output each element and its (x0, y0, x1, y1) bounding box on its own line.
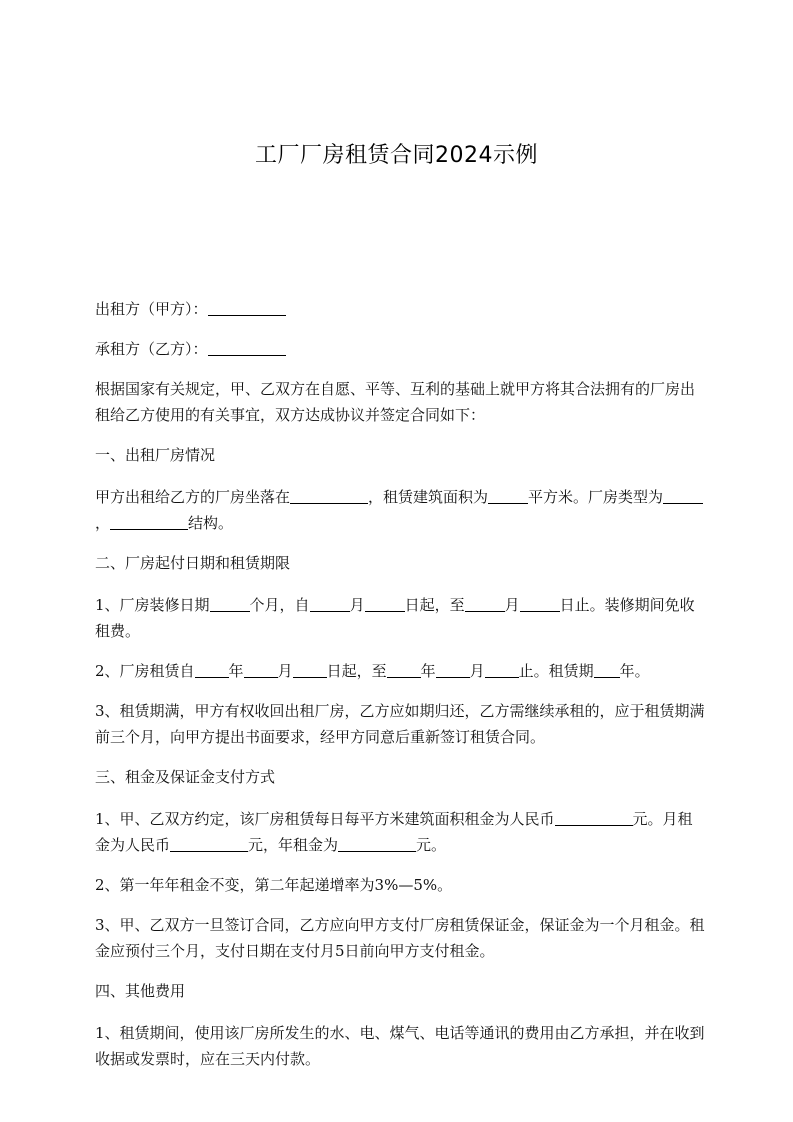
text-run: 年 (228, 662, 244, 680)
section2-item2 (95, 658, 707, 684)
text-run: 个月，自 (249, 596, 310, 614)
structure-blank (110, 513, 188, 530)
text-run: 1、甲、乙双方约定，该厂房租赁每日每平方米建筑面积租金为人民币 (95, 810, 555, 828)
section4-item1: 1、租赁期间，使用该厂房所发生的水、电、煤气、电话等通讯的费用由乙方承担，并在收到收据或发票时，应在三天内付款。 (95, 1024, 705, 1068)
text-run: 日起，至 (404, 596, 465, 614)
daily-rent-blank (555, 809, 633, 826)
text-run: 止。租赁期 (518, 662, 594, 680)
lessee-line (95, 336, 707, 362)
section3-heading: 三、租金及保证金支付方式 (95, 768, 276, 786)
lessee-blank (208, 339, 286, 356)
location-blank (290, 487, 368, 504)
text-run: 结构。 (188, 514, 234, 532)
text-run: 月 (277, 662, 293, 680)
term-years-blank (594, 661, 620, 678)
section4-heading: 四、其他费用 (95, 982, 186, 1000)
text-run: 平方米。厂房类型为 (528, 488, 664, 506)
type-blank (663, 487, 703, 504)
section1-heading: 一、出租厂房情况 (95, 446, 216, 464)
section3-item1 (95, 806, 707, 858)
section3-item3: 3、甲、乙双方一旦签订合同，乙方应向甲方支付厂房租赁保证金，保证金为一个月租金。租金应预付三个月，支付日期在支付月5日前向甲方支付租金。 (95, 916, 705, 960)
section2-heading: 二、厂房起付日期和租赁期限 (95, 554, 291, 572)
area-blank (488, 487, 528, 504)
document-title: 工厂厂房租赁合同2024示例 (255, 143, 538, 168)
document-body (95, 296, 707, 1086)
text-run: 月 (469, 662, 485, 680)
text-run: 元。 (416, 836, 447, 854)
text-run: 日起，至 (326, 662, 387, 680)
blank (465, 595, 505, 612)
text-run: 月 (504, 596, 520, 614)
text-run: 月 (349, 596, 365, 614)
monthly-rent-blank (170, 835, 248, 852)
blank (195, 661, 229, 678)
section2-item1 (95, 592, 707, 644)
text-run: 2、厂房租赁自 (95, 662, 195, 680)
section2-item3: 3、租赁期满，甲方有权收回出租厂房，乙方应如期归还，乙方需继续承租的，应于租赁期满前三个月，向甲方提出书面要求，经甲方同意后重新签订租赁合同。 (95, 702, 705, 746)
blank (387, 661, 421, 678)
text-run: 元。月租金为人民币 (95, 810, 693, 854)
text-run: 甲方出租给乙方的厂房坐落在 (95, 488, 291, 506)
blank (485, 661, 519, 678)
lessee-label: 承租方（乙方）： (95, 340, 208, 358)
text-run: ，租赁建筑面积为 (368, 488, 489, 506)
blank (520, 595, 560, 612)
blank (365, 595, 405, 612)
text-run: 日止。装修期间免收租费。 (95, 596, 695, 640)
text-run: 年。 (619, 662, 650, 680)
blank (436, 661, 470, 678)
blank (293, 661, 327, 678)
blank (310, 595, 350, 612)
section1-paragraph (95, 484, 707, 536)
text-run: 元，年租金为 (248, 836, 339, 854)
lessor-blank (208, 299, 286, 316)
text-run: 年 (420, 662, 436, 680)
text-run: ， (95, 514, 111, 532)
blank (244, 661, 278, 678)
preamble-paragraph: 根据国家有关规定，甲、乙双方在自愿、平等、互利的基础上就甲方将其合法拥有的厂房出租给乙方使用的有关事宜，双方达成协议并签定合同如下： (95, 380, 696, 424)
annual-rent-blank (338, 835, 416, 852)
text-run: 1、厂房装修日期 (95, 596, 210, 614)
lessor-line (95, 296, 707, 322)
months-blank (210, 595, 250, 612)
lessor-label: 出租方（甲方）： (95, 300, 208, 318)
section3-item2: 2、第一年年租金不变，第二年起递增率为3%—5%。 (95, 876, 453, 894)
